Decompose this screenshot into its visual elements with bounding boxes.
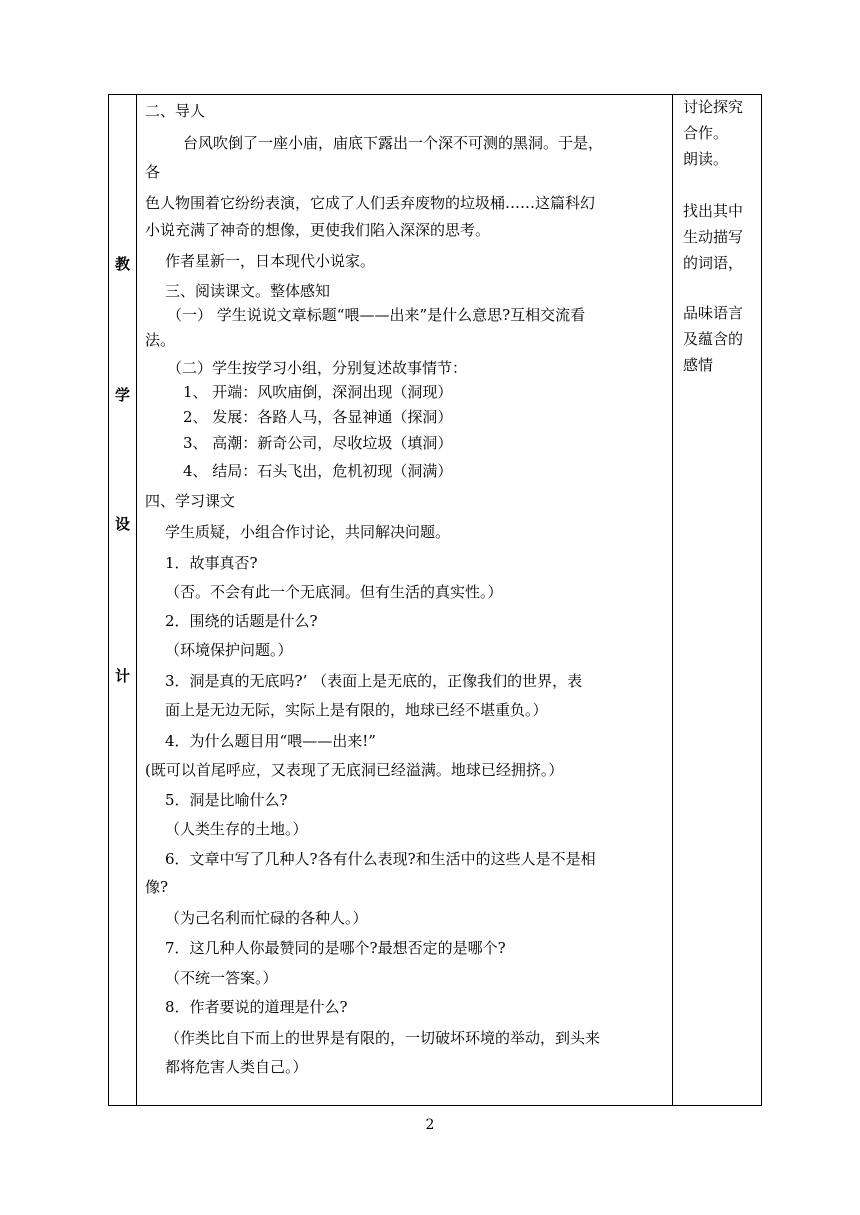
side-label-char: 设 <box>114 515 130 533</box>
plot-list-item: 1、 开端：风吹庙倒，深洞出现（洞现） <box>183 383 453 401</box>
note-line: 品味语言 <box>683 304 744 322</box>
answer-line: （不统一答案。） <box>165 969 278 987</box>
answer-line: (既可以首尾呼应，又表现了无底洞已经溢满。地球已经拥挤。） <box>145 761 564 779</box>
question-line: 1．故事真否? <box>165 554 258 572</box>
answer-line: 面上是无边无际，实际上是有限的，地球已经不堪重负。） <box>165 701 548 719</box>
question-line: 3．洞是真的无底吗?’ （表面上是无底的，正像我们的世界，表 <box>165 672 583 690</box>
paragraph-line: 台风吹倒了一座小庙，庙底下露出一个深不可测的黑洞。于是， <box>183 134 604 152</box>
note-line: 感情 <box>683 356 714 374</box>
question-line: 5．洞是比喻什么? <box>165 791 288 809</box>
page-number: 2 <box>425 1117 435 1133</box>
note-line: 合作。 <box>683 124 729 142</box>
note-line: 及蕴含的 <box>683 330 744 348</box>
question-line: 6．文章中写了几种人?各有什么表现?和生活中的这些人是不是相 <box>165 850 596 868</box>
plot-list-item: 4、 结局：石头飞出，危机初现（洞满） <box>183 462 453 480</box>
section-heading: 二、导人 <box>145 102 206 120</box>
side-label-char: 学 <box>114 386 130 404</box>
paragraph-line: （二）学生按学习小组，分别复述故事情节： <box>167 359 468 377</box>
plot-list-item: 2、 发展：各路人马，各显神通（探洞） <box>183 408 453 426</box>
paragraph-line: 法。 <box>145 331 176 349</box>
note-line: 的词语， <box>683 254 744 272</box>
question-line: 8．作者要说的道理是什么? <box>165 998 348 1016</box>
paragraph-line: 各 <box>145 163 161 181</box>
question-line: 7．这几种人你最赞同的是哪个?最想否定的是哪个? <box>165 939 506 957</box>
question-line: 4．为什么题目用“喂——出来!” <box>165 732 376 750</box>
answer-line: （环境保护问题。） <box>165 641 293 659</box>
side-label-char: 教 <box>114 255 130 273</box>
note-line: 生动描写 <box>683 228 744 246</box>
plot-list-item: 3、 高潮：新奇公司，尽收垃圾（填洞） <box>183 434 453 452</box>
paragraph-line: 学生质疑，小组合作讨论，共同解决问题。 <box>165 523 451 541</box>
answer-line: （人类生存的土地。） <box>165 820 308 838</box>
answer-line: （为己名利而忙碌的各种人。） <box>165 909 368 927</box>
paragraph-line: 作者星新一，日本现代小说家。 <box>165 252 376 270</box>
note-line: 找出其中 <box>683 202 744 220</box>
note-line: 朗读。 <box>683 150 729 168</box>
section-heading: 四、学习课文 <box>145 492 236 510</box>
side-label-char: 计 <box>114 667 130 685</box>
column-divider-right <box>672 95 673 1105</box>
section-heading: 三、阅读课文。整体感知 <box>165 282 331 300</box>
answer-line: 都将危害人类自己。） <box>165 1058 308 1076</box>
lesson-design-table <box>108 94 762 1106</box>
answer-line: （作类比自下而上的世界是有限的，一切破坏环境的举动，到头来 <box>165 1029 601 1047</box>
note-line: 讨论探究 <box>683 98 744 116</box>
question-line: 像? <box>145 878 169 896</box>
paragraph-line: （一） 学生说说文章标题“喂——出来”是什么意思?互相交流看 <box>167 306 586 324</box>
paragraph-line: 小说充满了神奇的想像，更使我们陷入深深的思考。 <box>145 221 491 239</box>
paragraph-line: 色人物围着它纷纷表演，它成了人们丢弃废物的垃圾桶……这篇科幻 <box>145 194 596 212</box>
answer-line: （否。不会有此一个无底洞。但有生活的真实性。） <box>165 583 503 601</box>
column-divider-left <box>136 95 137 1105</box>
question-line: 2．围绕的话题是什么? <box>165 612 318 630</box>
